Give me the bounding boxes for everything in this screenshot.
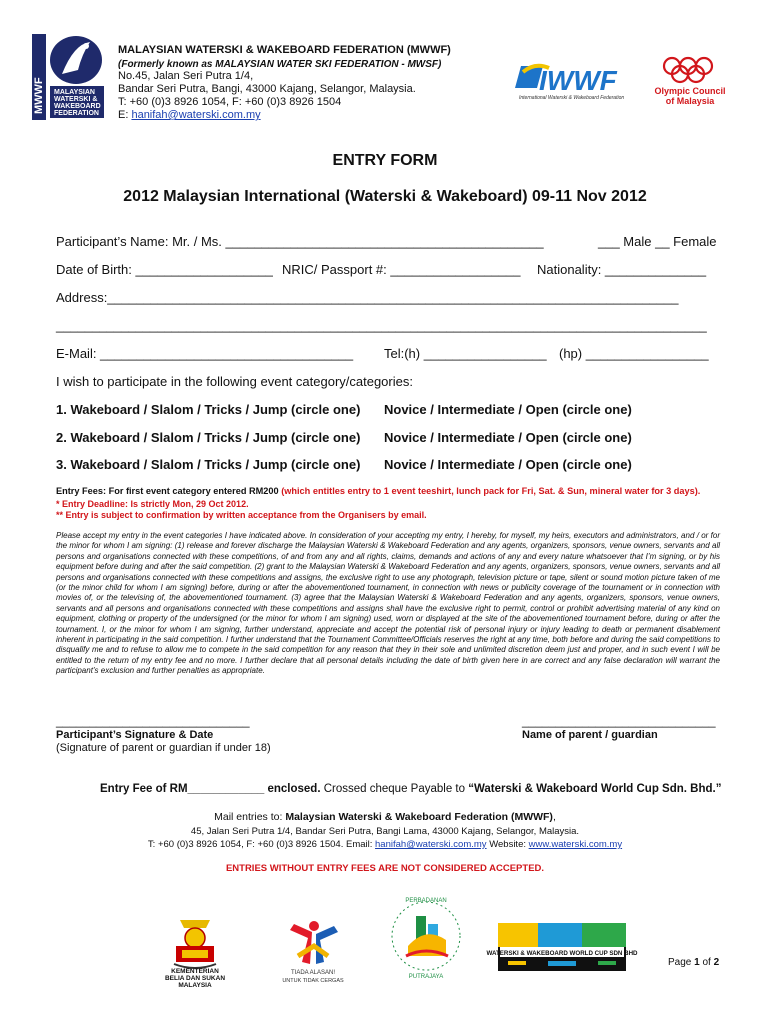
email-line xyxy=(118,109,261,122)
nationality-field[interactable]: Nationality: ______________ xyxy=(537,262,707,277)
page-prefix: Page xyxy=(668,957,695,968)
nric-passport-field[interactable]: NRIC/ Passport #: __________________ xyxy=(282,262,521,277)
svg-text:MWWF: MWWF xyxy=(33,77,45,114)
guardian-name-label: Name of parent / guardian xyxy=(522,729,658,741)
svg-text:KEMENTERIAN: KEMENTERIAN xyxy=(171,968,219,975)
olympic-council-logo xyxy=(650,52,730,112)
svg-text:PUTRAJAYA: PUTRAJAYA xyxy=(408,974,444,980)
address-line-1: No.45, Jalan Seri Putra 1/4, xyxy=(118,70,254,82)
iwwf-logo xyxy=(515,58,633,102)
mail-entries-line xyxy=(0,811,770,823)
svg-text:IWWF: IWWF xyxy=(539,65,617,96)
svg-text:of Malaysia: of Malaysia xyxy=(665,96,715,106)
entry-fees-label: Entry Fees: For first event category entered RM200 xyxy=(56,486,279,496)
dob-field[interactable]: Date of Birth: ___________________ xyxy=(56,262,273,277)
address-line-2: Bandar Seri Putra, Bangi, 43000 Kajang, Selangor, Malaysia. xyxy=(118,83,416,95)
tiada-alasan-logo xyxy=(272,916,354,988)
no-fee-warning: ENTRIES WITHOUT ENTRY FEES ARE NOT CONSIDERED ACCEPTED. xyxy=(225,863,545,874)
entry-fee-line xyxy=(100,783,721,795)
event-1-discipline[interactable]: 1. Wakeboard / Slalom / Tricks / Jump (circle one) xyxy=(56,402,361,417)
event-2-level[interactable]: Novice / Intermediate / Open (circle one) xyxy=(384,430,632,445)
entry-deadline: * Entry Deadline: Is strictly Mon, 29 Oct 2012. xyxy=(56,499,249,509)
mail-contact-prefix: T: +60 (0)3 8926 1054, F: +60 (0)3 8926 1504. Email: xyxy=(147,839,376,850)
disclaimer-text: Please accept my entry in the event categories I have indicated above. In consideration of your accepting my entry, I hereby, for myself, my heirs, executors and administrators, and / or for the minor for whom I am signing: (1) release and forever discharge the Malaysian Waterski & Wakeboard Federation and any agents, organizers, sponsors, venue owners, servants and all persons and organisations connected with these competitions, of and from any and all rights, claims, demands and actions of any and every nature whatsoever that I’m signing, or by his equipment before during and after the said competition. (2) grant to the Malaysian Waterski & Wakeboard Federation and any agents, organizers, sponsors, venue owners, servants and all persons and organisations connected with these competitions and assigns, the exclusive right to use any photograph, television picture or tape, silent or sound motion picture taken of me (or the minor child for whom I am signing) before, during or after the abovementioned tournament, in connection with news or publicity coverage of the tournament or in connection with movies of, or the televising of, the abovementioned tournament. (3) agree that the Malaysian Waterski & Wakeboard Federation and any agents, organizers, sponsors, venue owners, servants and all persons and organisations connected with these competitions and assigns shall have the exclusive right to permit, control or prohibit advertising material of any kind on equipment, clothing or property of the undersigned (or the minor for whom I am signing) used, worn or displayed at the site of the abovementioned tournament before, during or after the tournament. I, or the minor for whom I am signing, further understand, appreciate and accept the potential risk of personal injury or injury leading to death or permanent disablement inherent in participating in the said competition. I further understand that the Tournament Committee/Officials reserves the right at any time, both before and during the said competitions to disqualify me and to refuse to allow me to compete in the said competition for any reason that they in their sole and unlimited discretion deem just and proper, and in such event I will be entitled to the return of my entry fee and no more. I further declare that all personal details including the date of birth given here in are correct and any false declaration will warrant the participant’s exclusion and further penalties as appropriate. xyxy=(56,531,720,676)
perbadanan-putrajaya-logo xyxy=(388,886,464,986)
mail-org: Malaysian Waterski & Wakeboard Federation (MWWF) xyxy=(285,811,553,823)
svg-text:WATERSKI &: WATERSKI & xyxy=(54,96,98,103)
mail-email-link[interactable]: hanifah@waterski.com.my xyxy=(375,839,487,850)
page-number xyxy=(668,957,719,968)
entry-fee-payable: Crossed cheque Payable to xyxy=(320,783,469,795)
entry-fee-payee: “Waterski & Wakeboard World Cup Sdn. Bhd.” xyxy=(468,783,722,795)
page-mid: of xyxy=(699,957,714,968)
svg-text:Olympic Council: Olympic Council xyxy=(654,86,726,96)
address-field[interactable]: Address:_______________________________________________________________________________ xyxy=(56,290,679,305)
svg-text:International Waterski & Wakeb: International Waterski & Wakeboard Federation xyxy=(519,95,625,101)
page-current: 1 xyxy=(694,957,700,968)
tel-home-field[interactable]: Tel:(h) _________________ xyxy=(384,346,547,361)
event-3-level[interactable]: Novice / Intermediate / Open (circle one) xyxy=(384,457,632,472)
address-field-line-2[interactable]: __________________________________________________________________________________________ xyxy=(56,318,707,333)
participant-signature-sub: (Signature of parent or guardian if under 18) xyxy=(56,742,271,754)
svg-text:TIADA ALASAN!: TIADA ALASAN! xyxy=(290,970,336,976)
email-field[interactable]: E-Mail: ___________________________________ xyxy=(56,346,354,361)
event-1-level[interactable]: Novice / Intermediate / Open (circle one) xyxy=(384,402,632,417)
mail-website-link[interactable]: www.waterski.com.my xyxy=(528,839,623,850)
mwwf-logo xyxy=(32,34,106,120)
svg-text:MALAYSIAN: MALAYSIAN xyxy=(54,89,95,96)
participant-name-field[interactable]: Participant’s Name: Mr. / Ms. ____________________________________________ xyxy=(56,234,544,249)
federation-name: MALAYSIAN WATERSKI & WAKEBOARD FEDERATION (MWWF) xyxy=(118,44,451,56)
entry-fee-amount[interactable]: Entry Fee of RM____________ enclosed. xyxy=(100,783,321,795)
mail-suffix: , xyxy=(552,811,556,823)
mail-website-prefix: Website: xyxy=(486,839,529,850)
svg-text:PERBADANAN: PERBADANAN xyxy=(405,898,447,904)
event-3-discipline[interactable]: 3. Wakeboard / Slalom / Tricks / Jump (circle one) xyxy=(56,457,361,472)
event-2-discipline[interactable]: 2. Wakeboard / Slalom / Tricks / Jump (circle one) xyxy=(56,430,361,445)
formerly-known: (Formerly known as MALAYSIAN WATER SKI FEDERATION - MWSF) xyxy=(118,59,442,70)
signature-line-guardian[interactable]: _____________________________ xyxy=(522,714,716,728)
svg-text:MALAYSIA: MALAYSIA xyxy=(178,982,212,989)
email-link[interactable]: hanifah@waterski.com.my xyxy=(131,109,261,121)
svg-text:UNTUK TIDAK CERGAS: UNTUK TIDAK CERGAS xyxy=(282,978,344,984)
world-cup-logo xyxy=(486,923,638,971)
tel-hp-field[interactable]: (hp) _________________ xyxy=(559,346,709,361)
entry-fees-line xyxy=(56,486,700,496)
page-total: 2 xyxy=(713,957,720,968)
email-prefix: E: xyxy=(118,109,132,121)
participant-signature-label: Participant’s Signature & Date xyxy=(56,729,214,741)
svg-text:BELIA DAN SUKAN: BELIA DAN SUKAN xyxy=(164,975,226,982)
category-intro: I wish to participate in the following event category/categories: xyxy=(56,374,413,389)
svg-text:WAKEBOARD: WAKEBOARD xyxy=(54,103,101,110)
entry-fees-note: (which entitles entry to 1 event teeshirt, lunch pack for Fri, Sat. & Sun, mineral water for 3 days). xyxy=(281,486,701,496)
form-subtitle: 2012 Malaysian International (Waterski & Wakeboard) 09-11 Nov 2012 xyxy=(123,188,647,205)
confirmation-note: ** Entry is subject to confirmation by written acceptance from the Organisers by email. xyxy=(56,510,427,520)
mail-address: 45, Jalan Seri Putra 1/4, Bandar Seri Putra, Bangi Lama, 43000 Kajang, Selangor, Malaysia. xyxy=(190,826,580,837)
kbs-logo xyxy=(160,916,230,988)
phone-fax: T: +60 (0)3 8926 1054, F: +60 (0)3 8926 1504 xyxy=(118,96,342,108)
svg-text:WATERSKI & WAKEBOARD WORLD CUP: WATERSKI & WAKEBOARD WORLD CUP SDN BHD xyxy=(486,950,638,957)
signature-line-participant[interactable]: _____________________________ xyxy=(56,714,250,728)
gender-field[interactable]: ___ Male __ Female xyxy=(598,234,717,249)
form-title: ENTRY FORM xyxy=(332,152,438,169)
svg-text:FEDERATION: FEDERATION xyxy=(54,110,99,117)
mail-contact-line xyxy=(0,839,770,850)
mail-prefix: Mail entries to: xyxy=(214,811,286,823)
